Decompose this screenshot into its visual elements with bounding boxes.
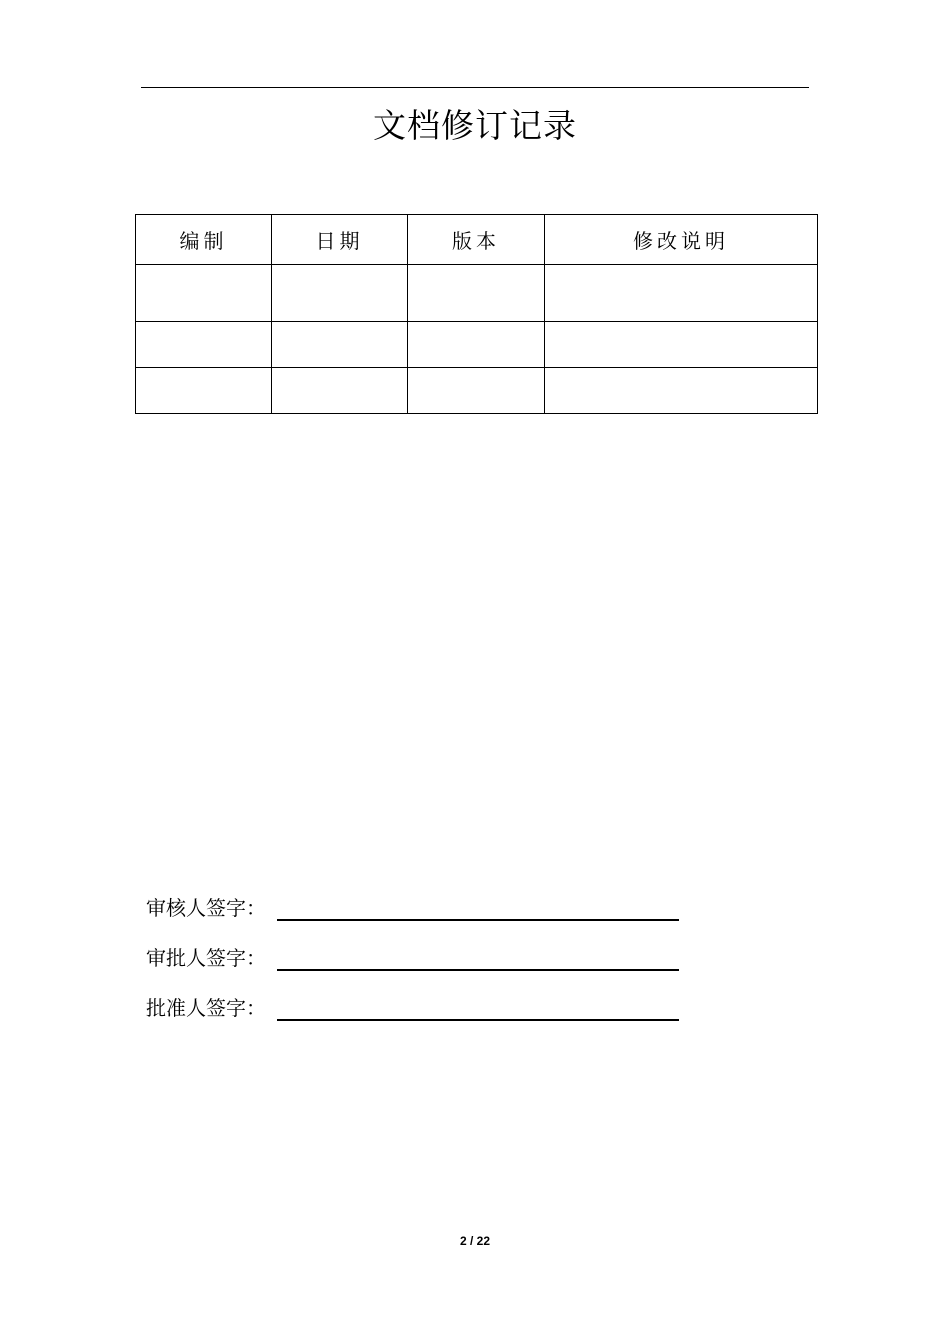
column-header-change-notes: 修改说明 <box>545 215 818 265</box>
table-row <box>136 265 818 322</box>
column-header-date: 日期 <box>272 215 408 265</box>
approver-signature-line[interactable] <box>277 1019 679 1021</box>
table-cell-date <box>272 322 408 368</box>
page-title: 文档修订记录 <box>373 106 577 145</box>
table-cell-version <box>408 265 545 322</box>
examiner-signature-line[interactable] <box>277 969 679 971</box>
table-cell-change-notes <box>545 322 818 368</box>
table-cell-change-notes <box>545 368 818 414</box>
reviewer-signature-line[interactable] <box>277 919 679 921</box>
table-cell-author <box>136 368 272 414</box>
table-header-row <box>136 215 818 265</box>
table-cell-date <box>272 265 408 322</box>
reviewer-signature-row <box>146 893 686 923</box>
header-rule <box>141 87 809 88</box>
table-cell-date <box>272 368 408 414</box>
reviewer-signature-label: 审核人签字： <box>146 896 266 920</box>
page-number-footer <box>0 1233 950 1249</box>
total-page-count: 22 <box>476 1234 491 1248</box>
table-row <box>136 368 818 414</box>
examiner-signature-label: 审批人签字： <box>146 946 266 970</box>
examiner-signature-row <box>146 943 686 973</box>
table-cell-version <box>408 368 545 414</box>
table-cell-change-notes <box>545 265 818 322</box>
approver-signature-row <box>146 993 686 1023</box>
table-cell-author <box>136 265 272 322</box>
table-cell-author <box>136 322 272 368</box>
column-header-version: 版本 <box>408 215 545 265</box>
table-row <box>136 322 818 368</box>
table-cell-version <box>408 322 545 368</box>
approver-signature-label: 批准人签字： <box>146 996 266 1020</box>
revision-history-table <box>135 214 818 414</box>
column-header-author: 编制 <box>136 215 272 265</box>
page-separator: / <box>466 1234 477 1248</box>
current-page-number: 2 <box>459 1234 467 1248</box>
